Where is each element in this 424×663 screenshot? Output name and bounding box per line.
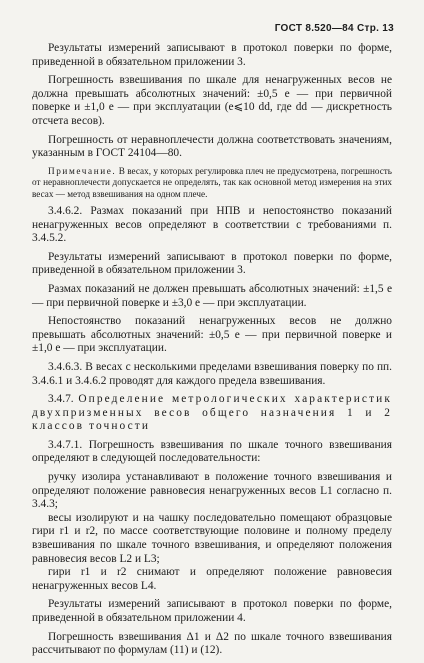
section-number: 3.4.7. xyxy=(48,393,74,406)
page-header: ГОСТ 8.520—84 Стр. 13 xyxy=(274,23,394,34)
paragraph-protocol-3: Результаты измерений записывают в протокол поверки по форме, приведенной в обязательном приложении 4. xyxy=(32,598,392,624)
paragraph-arm-inequality: Погрешность от неравноплечести должна соответствовать значениям, указанным в ГОСТ 24104—80. xyxy=(32,133,392,160)
note xyxy=(32,166,392,200)
paragraph-range: Размах показаний не должен превышать абсолютных значений: ±1,5 e — при первичной поверке и ±3,0 e — при эксплуатации. xyxy=(32,282,392,309)
paragraph-scale-error: Погрешность взвешивания по шкале для ненагруженных весов не должна превышать абсолютных значений: ±0,5 e — при первичной поверке и ±1,0 e — при эксплуатации (e⩽10 dd, где dd — дискретность отсчета весов). xyxy=(32,74,392,127)
paragraph-3-4-6-3: 3.4.6.3. В весах с несколькими пределами взвешивания поверку по пп. 3.4.6.1 и 3.4.6.2 проводят для каждого предела взвешивания. xyxy=(32,360,392,387)
paragraph-remove-weights: гири r1 и r2 снимают и определяют положение равновесия ненагруженных весов L4. xyxy=(32,566,392,592)
paragraph-weights: весы изолируют и на чашку последовательно помещают образцовые гири r1 и r2, по массе соответствующие половине и полному пределу взвешивания по шкале точного взвешивания, и определяют положения равновесия весов L2 и L3; xyxy=(32,511,392,565)
note-label: Примечание. xyxy=(48,165,117,176)
paragraph-protocol-2: Результаты измерений записывают в протокол поверки по форме, приведенной в обязательном приложении 3. xyxy=(32,250,392,277)
section-title-text: Определение метрологических характеристик двухпризменных весов общего назначения 1 и 2 классов точности xyxy=(32,393,392,433)
paragraph-3-4-7-1: 3.4.7.1. Погрешность взвешивания по шкале точного взвешивания определяют в следующей последовательности: xyxy=(32,438,392,465)
paragraph-inconstancy: Непостоянство показаний ненагруженных весов не должно превышать абсолютных значений: ±0,5 e — при первичной поверке и ±1,0 e — при эксплуатации. xyxy=(32,315,392,355)
paragraph-3-4-6-2: 3.4.6.2. Размах показаний при НПВ и непостоянство показаний ненагруженных весов определяют в соответствии с требованиями п. 3.4.5.2. xyxy=(32,204,392,245)
paragraph-protocol-1: Результаты измерений записывают в протокол поверки по форме, приведенной в обязательном приложении 3. xyxy=(32,42,392,68)
section-title-3-4-7 xyxy=(32,393,392,434)
page-body xyxy=(32,42,392,663)
paragraph-formulas: Погрешность взвешивания Δ1 и Δ2 по шкале точного взвешивания рассчитывают по формулам (11) и (12). xyxy=(32,630,392,657)
note-text: В весах, у которых регулировка плеч не предусмотрена, погрешность от неравноплечести допускается не определять, так как основной метод измерения на этих весах — метод взвешивания на одном плече. xyxy=(32,165,392,199)
paragraph-isolator: ручку изолира устанавливают в положение точного взвешивания и определяют положение равновесия ненагруженных весов L1 согласно п. 3.4.3; xyxy=(32,471,392,511)
